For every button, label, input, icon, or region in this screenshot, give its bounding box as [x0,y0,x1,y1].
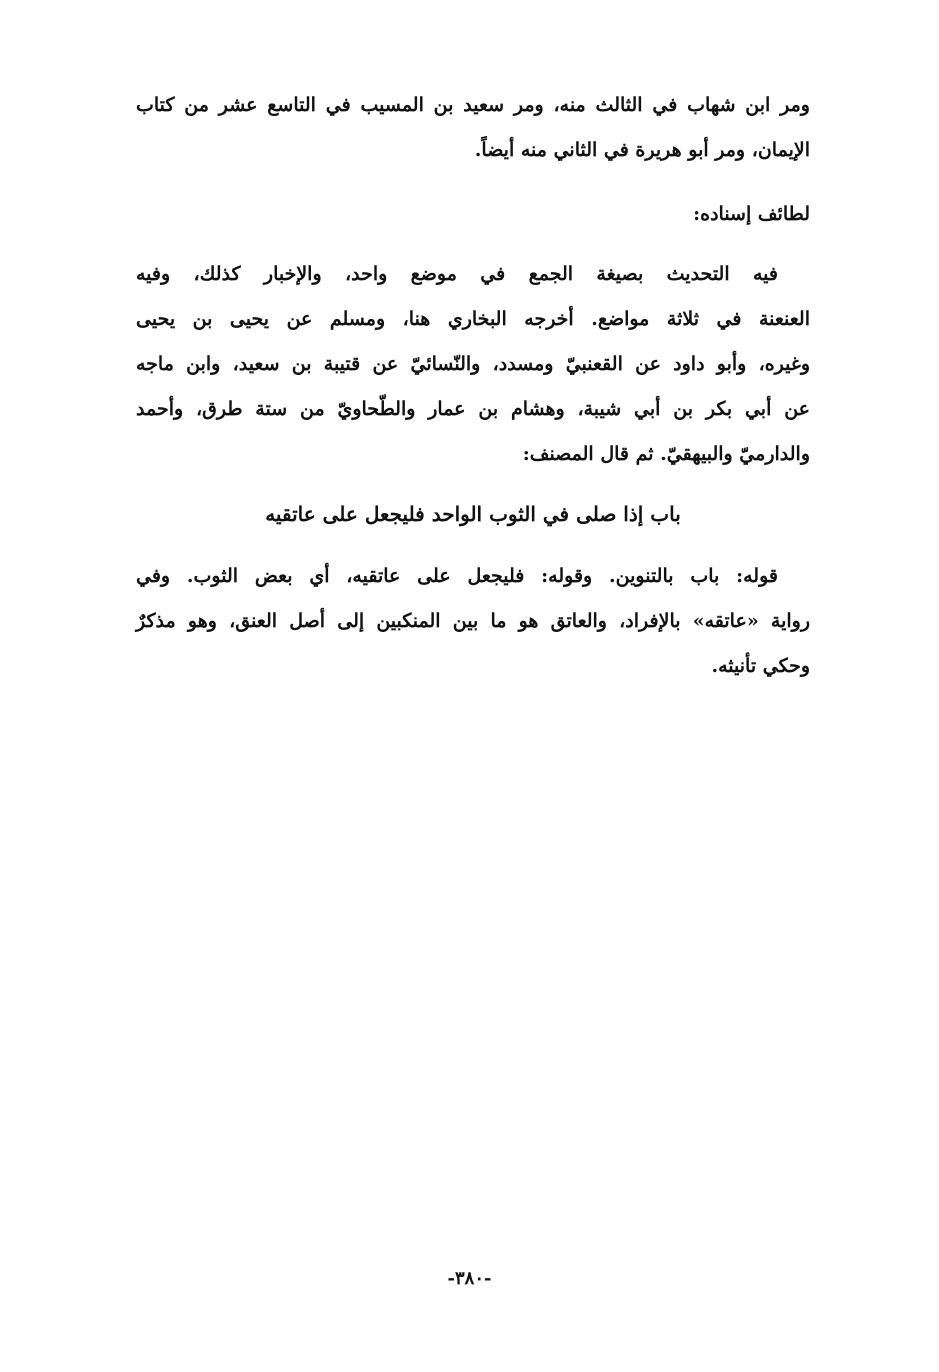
paragraph-2-line-5: والدارميّ والبيهقيّ. ثم قال المصنف: [522,443,810,465]
paragraph-1-line-1: ومر ابن شهاب في الثالث منه، ومر سعيد بن المسيب في التاسع عشر من كتاب [136,94,810,116]
section-heading: لطائف إسناده: [693,203,810,225]
paragraph-3-line-1: قوله: باب بالتنوين. وقوله: فليجعل على عاتقيه، أي بعض الثوب. وفي [136,565,778,587]
paragraph-3-line-3: وحكي تأنيثه. [711,655,810,677]
paragraph-3-line-2: رواية «عاتقه» بالإفراد، والعاتق هو ما بين المنكبين إلى أصل العنق، وهو مذكرٌ [136,610,810,632]
paragraph-1-line-2: الإيمان، ومر أبو هريرة في الثاني منه أيضاً. [474,139,810,161]
paragraph-2 [136,252,810,477]
paragraph-2-line-2: العنعنة في ثلاثة مواضع. أخرجه البخاري هنا، ومسلم عن يحيى بن يحيى [136,308,810,330]
paragraph-2-line-4: عن أبي بكر بن أبي شيبة، وهشام بن عمار والطّحاويّ من ستة طرق، وأحمد [136,398,810,420]
paragraph-2-line-1: فيه التحديث بصيغة الجمع في موضع واحد، والإخبار كذلك، وفيه [136,263,778,285]
paragraph-3 [136,554,810,689]
paragraph-1 [136,83,810,173]
paragraph-2-line-3: وغيره، وأبو داود عن القعنبيّ ومسدد، والنّسائيّ عن قتيبة بن سعيد، وابن ماجه [136,353,810,375]
page-number: -٣٨٠- [447,1268,492,1289]
chapter-title: باب إذا صلى في الثوب الواحد فليجعل على عاتقيه [265,502,681,526]
